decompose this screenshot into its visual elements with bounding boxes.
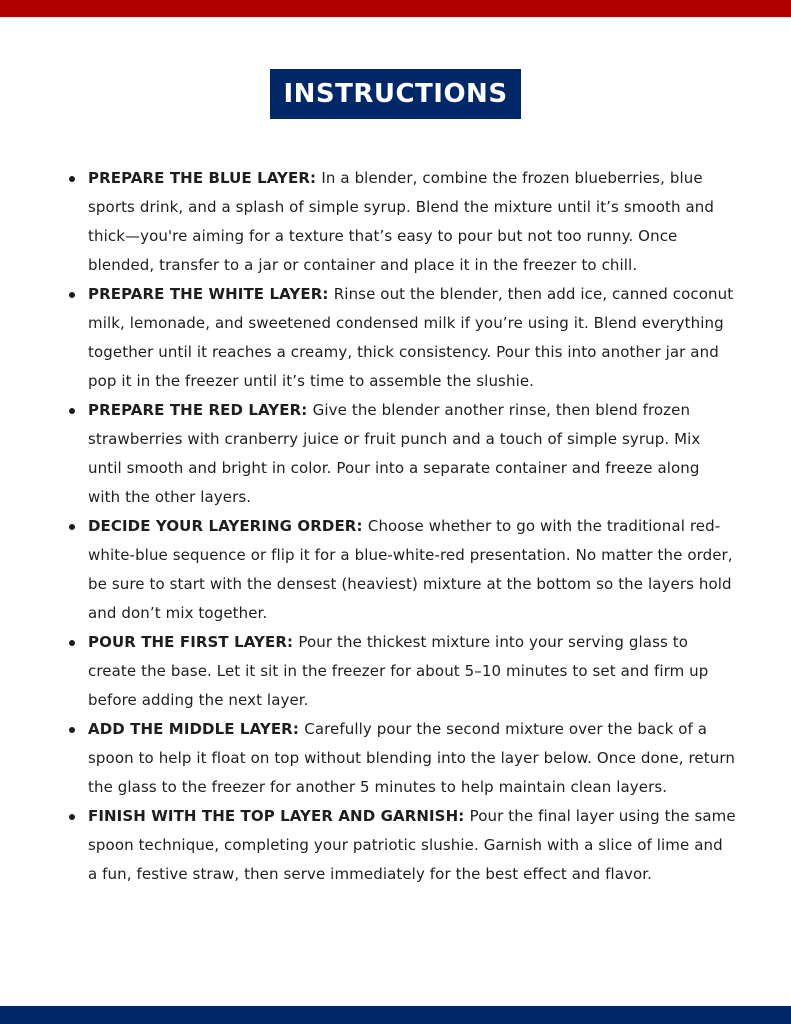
title-container (0, 69, 791, 119)
step-label: PREPARE THE BLUE LAYER: (88, 169, 322, 187)
list-item (88, 512, 736, 628)
step-text: Carefully pour the second mixture over the back of a spoon to help it float on top without blending into the layer below. Once done, return the glass to the freezer for another 5 minutes to help maintain clean layers. (88, 720, 735, 796)
step-text: Rinse out the blender, then add ice, canned coconut milk, lemonade, and sweetened condensed milk if you’re using it. Blend everything together until it reaches a creamy, thick consistency. Pour this into another jar and pop it in the freezer until it’s time to assemble the slushie. (88, 285, 734, 390)
list-item (88, 280, 736, 396)
bullet-icon (69, 640, 75, 646)
bullet-icon (69, 727, 75, 733)
bottom-color-bar (0, 1006, 791, 1024)
step-label: ADD THE MIDDLE LAYER: (88, 720, 305, 738)
step-text: Give the blender another rinse, then blend frozen strawberries with cranberry juice or fruit punch and a touch of simple syrup. Mix until smooth and bright in color. Pour into a separate container and freeze along with the other layers. (88, 401, 701, 506)
bullet-icon (69, 814, 75, 820)
list-item (88, 396, 736, 512)
step-text: Pour the final layer using the same spoon technique, completing your patriotic slushie. Garnish with a slice of lime and a fun, festive straw, then serve immediately for the best effect and flavor. (88, 807, 736, 883)
step-label: FINISH WITH THE TOP LAYER AND GARNISH: (88, 807, 470, 825)
list-item (88, 802, 736, 889)
top-color-bar (0, 0, 791, 17)
bullet-icon (69, 408, 75, 414)
bullet-icon (69, 176, 75, 182)
step-label: PREPARE THE RED LAYER: (88, 401, 313, 419)
bullet-icon (69, 292, 75, 298)
bullet-icon (69, 524, 75, 530)
list-item (88, 628, 736, 715)
step-label: PREPARE THE WHITE LAYER: (88, 285, 334, 303)
page-title: INSTRUCTIONS (270, 69, 520, 119)
step-text: Pour the thickest mixture into your serving glass to create the base. Let it sit in the freezer for about 5–10 minutes to set and firm up before adding the next layer. (88, 633, 709, 709)
step-label: POUR THE FIRST LAYER: (88, 633, 299, 651)
step-text: In a blender, combine the frozen blueberries, blue sports drink, and a splash of simple syrup. Blend the mixture until it’s smooth and thick—you're aiming for a texture that’s easy to pour but not too runny. Once blended, transfer to a jar or container and place it in the freezer to chill. (88, 169, 714, 274)
instruction-list (88, 164, 736, 889)
list-item (88, 715, 736, 802)
list-item (88, 164, 736, 280)
step-text: Choose whether to go with the traditional red-white-blue sequence or flip it for a blue-white-red presentation. No matter the order, be sure to start with the densest (heaviest) mixture at the bottom so the layers hold and don’t mix together. (88, 517, 733, 622)
step-label: DECIDE YOUR LAYERING ORDER: (88, 517, 368, 535)
